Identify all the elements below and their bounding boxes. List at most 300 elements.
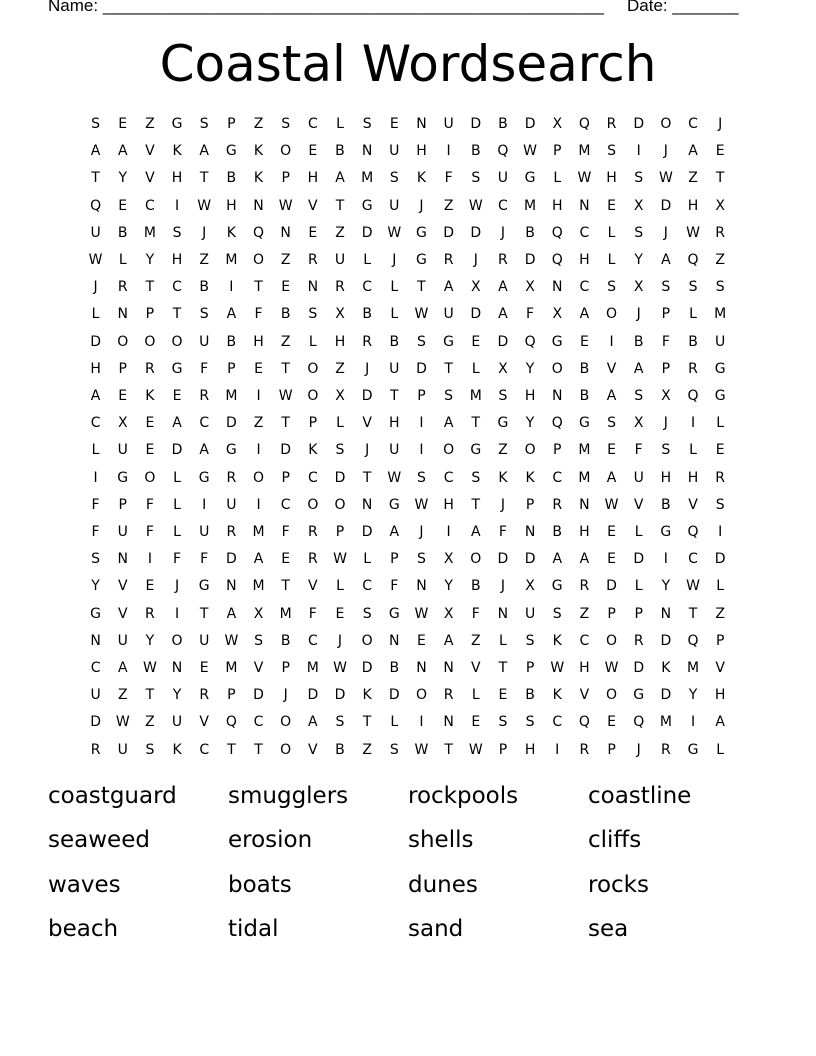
grid-cell[interactable]: P	[281, 170, 290, 187]
grid-cell[interactable]: I	[174, 197, 180, 214]
grid-cell[interactable]: G	[687, 741, 699, 758]
grid-cell[interactable]: H	[714, 687, 726, 704]
grid-cell[interactable]: S	[389, 170, 399, 187]
grid-cell[interactable]: S	[389, 741, 399, 758]
grid-cell[interactable]: E	[607, 551, 616, 568]
grid-cell[interactable]: N	[90, 632, 101, 649]
grid-cell[interactable]: G	[660, 524, 672, 541]
grid-cell[interactable]: H	[171, 252, 183, 269]
grid-cell[interactable]: E	[199, 660, 209, 677]
grid-cell[interactable]: T	[444, 360, 453, 377]
grid-cell[interactable]: R	[715, 469, 726, 486]
grid-cell[interactable]: O	[307, 360, 319, 377]
grid-cell[interactable]: F	[91, 524, 100, 541]
grid-cell[interactable]: Q	[524, 333, 536, 350]
grid-cell[interactable]: D	[307, 687, 319, 704]
grid-cell[interactable]: I	[555, 741, 560, 758]
grid-cell[interactable]: L	[716, 415, 725, 432]
grid-cell[interactable]: T	[390, 388, 399, 405]
grid-cell[interactable]: C	[90, 660, 101, 677]
grid-cell[interactable]: W	[414, 605, 429, 622]
grid-cell[interactable]: U	[226, 496, 237, 513]
grid-cell[interactable]: Y	[145, 252, 155, 269]
grid-cell[interactable]: C	[199, 415, 210, 432]
grid-cell[interactable]: R	[145, 605, 155, 622]
grid-cell[interactable]: E	[471, 333, 481, 350]
grid-cell[interactable]: K	[172, 741, 182, 758]
grid-cell[interactable]: B	[335, 741, 345, 758]
grid-cell[interactable]: I	[663, 551, 668, 568]
grid-cell[interactable]: S	[281, 116, 291, 132]
grid-cell[interactable]: R	[606, 116, 617, 132]
grid-cell[interactable]: O	[443, 442, 455, 459]
grid-cell[interactable]: Z	[145, 116, 155, 132]
grid-cell[interactable]: B	[633, 333, 644, 350]
grid-cell[interactable]: H	[524, 388, 536, 405]
grid-cell[interactable]: D	[171, 442, 183, 459]
grid-cell[interactable]: K	[552, 632, 562, 649]
grid-cell[interactable]: O	[307, 496, 319, 513]
grid-cell[interactable]: C	[579, 632, 590, 649]
grid-cell[interactable]: D	[334, 469, 346, 486]
grid-cell[interactable]: A	[199, 143, 209, 160]
grid-cell[interactable]: P	[118, 496, 127, 513]
grid-cell[interactable]: C	[280, 496, 291, 513]
grid-cell[interactable]: Q	[551, 224, 563, 241]
grid-cell[interactable]: C	[307, 469, 318, 486]
grid-cell[interactable]: E	[715, 143, 725, 160]
grid-cell[interactable]: B	[117, 224, 128, 241]
grid-cell[interactable]: Q	[578, 116, 590, 132]
grid-cell[interactable]: F	[526, 306, 535, 323]
grid-cell[interactable]: H	[171, 170, 183, 187]
grid-cell[interactable]: E	[607, 442, 616, 459]
grid-cell[interactable]: Z	[253, 415, 264, 432]
grid-cell[interactable]: C	[552, 714, 563, 731]
grid-cell[interactable]: L	[390, 306, 399, 323]
grid-cell[interactable]: C	[688, 551, 698, 568]
grid-cell[interactable]: C	[145, 197, 155, 214]
grid-cell[interactable]: L	[390, 714, 399, 731]
grid-cell[interactable]: A	[90, 388, 101, 405]
grid-cell[interactable]: S	[308, 306, 318, 323]
grid-cell[interactable]: W	[686, 578, 700, 595]
grid-cell[interactable]: T	[199, 605, 209, 622]
grid-cell[interactable]: S	[607, 279, 616, 296]
grid-cell[interactable]: J	[636, 741, 641, 758]
grid-cell[interactable]: E	[607, 524, 616, 541]
grid-cell[interactable]: Q	[578, 714, 590, 731]
grid-cell[interactable]: D	[361, 524, 373, 541]
grid-cell[interactable]: W	[333, 551, 347, 568]
grid-cell[interactable]: A	[498, 279, 508, 296]
grid-cell[interactable]: F	[200, 360, 209, 377]
grid-cell[interactable]: R	[715, 224, 726, 241]
grid-cell[interactable]: N	[117, 551, 128, 568]
grid-cell[interactable]: E	[281, 551, 291, 568]
grid-cell[interactable]: G	[388, 605, 400, 622]
grid-cell[interactable]: T	[335, 197, 345, 214]
grid-cell[interactable]: U	[171, 714, 183, 731]
grid-cell[interactable]: M	[524, 197, 537, 214]
grid-cell[interactable]: A	[226, 306, 237, 323]
grid-cell[interactable]: W	[523, 143, 537, 160]
grid-cell[interactable]: T	[281, 578, 290, 595]
grid-cell[interactable]: C	[498, 197, 508, 214]
grid-cell[interactable]: C	[362, 279, 373, 296]
grid-cell[interactable]: X	[661, 388, 671, 405]
grid-cell[interactable]: B	[579, 360, 590, 377]
grid-cell[interactable]: X	[498, 360, 508, 377]
grid-cell[interactable]: K	[416, 170, 427, 187]
grid-cell[interactable]: G	[198, 578, 210, 595]
grid-cell[interactable]: K	[308, 442, 318, 459]
grid-cell[interactable]: R	[443, 687, 454, 704]
grid-cell[interactable]: E	[145, 415, 155, 432]
grid-cell[interactable]: C	[688, 116, 698, 132]
grid-cell[interactable]: Y	[525, 415, 535, 432]
grid-cell[interactable]: N	[416, 660, 427, 677]
grid-cell[interactable]: A	[661, 252, 671, 269]
grid-cell[interactable]: M	[578, 442, 591, 459]
grid-cell[interactable]: L	[607, 252, 616, 269]
grid-cell[interactable]: W	[278, 197, 293, 214]
grid-cell[interactable]: B	[226, 333, 237, 350]
grid-cell[interactable]: A	[335, 170, 345, 187]
grid-cell[interactable]: K	[145, 388, 155, 405]
grid-cell[interactable]: F	[281, 524, 290, 541]
grid-cell[interactable]: T	[254, 279, 263, 296]
grid-cell[interactable]: P	[281, 469, 290, 486]
grid-cell[interactable]: X	[715, 197, 725, 214]
grid-cell[interactable]: V	[688, 496, 698, 513]
grid-cell[interactable]: V	[308, 741, 318, 758]
grid-cell[interactable]: I	[93, 469, 98, 486]
grid-cell[interactable]: N	[579, 197, 590, 214]
grid-cell[interactable]: D	[388, 687, 400, 704]
grid-cell[interactable]: L	[716, 741, 725, 758]
grid-cell[interactable]: D	[524, 116, 536, 132]
grid-cell[interactable]: D	[524, 252, 536, 269]
grid-cell[interactable]: U	[199, 524, 210, 541]
grid-cell[interactable]: H	[307, 170, 319, 187]
grid-cell[interactable]: E	[471, 714, 481, 731]
grid-cell[interactable]: D	[90, 333, 101, 350]
grid-cell[interactable]: L	[607, 224, 616, 241]
grid-cell[interactable]: O	[415, 687, 427, 704]
grid-cell[interactable]: H	[551, 197, 563, 214]
grid-cell[interactable]: Q	[253, 224, 265, 241]
grid-cell[interactable]: T	[498, 660, 508, 677]
grid-cell[interactable]: A	[579, 551, 590, 568]
grid-cell[interactable]: S	[715, 279, 725, 296]
grid-cell[interactable]: B	[552, 524, 563, 541]
grid-cell[interactable]: R	[199, 687, 210, 704]
grid-cell[interactable]: R	[362, 333, 372, 350]
grid-cell[interactable]: D	[470, 224, 482, 241]
grid-cell[interactable]: R	[335, 279, 345, 296]
grid-cell[interactable]: Z	[715, 252, 725, 269]
grid-cell[interactable]: O	[171, 632, 183, 649]
grid-cell[interactable]: U	[199, 632, 210, 649]
grid-cell[interactable]: Q	[687, 632, 699, 649]
grid-cell[interactable]: Z	[688, 170, 698, 187]
grid-cell[interactable]: W	[387, 224, 402, 241]
grid-cell[interactable]: H	[660, 469, 672, 486]
grid-cell[interactable]: A	[253, 551, 264, 568]
grid-cell[interactable]: J	[337, 632, 343, 649]
grid-cell[interactable]: L	[634, 524, 643, 541]
grid-cell[interactable]: G	[497, 415, 509, 432]
grid-cell[interactable]: R	[117, 279, 128, 296]
grid-cell[interactable]: B	[199, 279, 209, 296]
grid-cell[interactable]: R	[660, 741, 671, 758]
grid-cell[interactable]: W	[658, 170, 673, 187]
grid-cell[interactable]: S	[471, 170, 481, 187]
grid-cell[interactable]: A	[199, 442, 209, 459]
grid-cell[interactable]: O	[470, 551, 482, 568]
grid-cell[interactable]: L	[553, 170, 562, 187]
grid-cell[interactable]: H	[687, 197, 699, 214]
grid-cell[interactable]: X	[335, 388, 345, 405]
grid-cell[interactable]: B	[470, 578, 481, 595]
grid-cell[interactable]: H	[524, 741, 536, 758]
grid-cell[interactable]: G	[388, 496, 400, 513]
grid-cell[interactable]: S	[444, 388, 454, 405]
grid-cell[interactable]: S	[199, 116, 209, 132]
grid-cell[interactable]: Z	[715, 605, 725, 622]
grid-cell[interactable]: I	[256, 442, 261, 459]
grid-cell[interactable]: I	[419, 714, 424, 731]
grid-cell[interactable]: L	[336, 415, 344, 432]
grid-cell[interactable]: L	[390, 279, 399, 296]
grid-cell[interactable]: K	[552, 687, 562, 704]
grid-cell[interactable]: G	[198, 469, 210, 486]
grid-cell[interactable]: N	[280, 224, 291, 241]
grid-cell[interactable]: F	[634, 442, 643, 459]
grid-cell[interactable]: L	[689, 442, 697, 459]
grid-cell[interactable]: X	[525, 578, 535, 595]
grid-cell[interactable]: A	[715, 714, 725, 731]
grid-cell[interactable]: L	[173, 496, 181, 513]
grid-cell[interactable]: D	[361, 660, 373, 677]
grid-cell[interactable]: W	[88, 252, 103, 269]
grid-cell[interactable]: Y	[91, 578, 100, 595]
grid-cell[interactable]: W	[414, 306, 429, 323]
grid-cell[interactable]: A	[606, 469, 617, 486]
grid-cell[interactable]: U	[334, 252, 346, 269]
grid-cell[interactable]: S	[525, 632, 535, 649]
grid-cell[interactable]: S	[145, 741, 155, 758]
grid-cell[interactable]: F	[91, 496, 100, 513]
grid-cell[interactable]: K	[253, 170, 264, 187]
grid-cell[interactable]: Y	[525, 360, 535, 377]
grid-cell[interactable]: E	[607, 714, 616, 731]
grid-cell[interactable]: X	[253, 605, 264, 622]
grid-cell[interactable]: D	[660, 197, 672, 214]
grid-cell[interactable]: U	[389, 442, 400, 459]
grid-cell[interactable]: M	[659, 714, 672, 731]
grid-cell[interactable]: C	[90, 415, 101, 432]
grid-cell[interactable]: H	[334, 333, 346, 350]
grid-cell[interactable]: S	[498, 388, 508, 405]
grid-cell[interactable]: S	[362, 605, 372, 622]
grid-cell[interactable]: G	[578, 415, 590, 432]
grid-cell[interactable]: W	[142, 660, 157, 677]
grid-cell[interactable]: D	[225, 551, 237, 568]
grid-cell[interactable]: U	[389, 143, 400, 160]
grid-cell[interactable]: N	[307, 279, 319, 296]
grid-cell[interactable]: R	[307, 551, 318, 568]
grid-cell[interactable]: I	[256, 388, 261, 405]
grid-cell[interactable]: U	[715, 333, 726, 350]
grid-cell[interactable]: T	[145, 279, 155, 296]
grid-cell[interactable]: Y	[661, 578, 671, 595]
grid-cell[interactable]: B	[661, 496, 671, 513]
grid-cell[interactable]: A	[552, 551, 563, 568]
grid-cell[interactable]: I	[256, 496, 261, 513]
grid-cell[interactable]: O	[280, 741, 292, 758]
grid-cell[interactable]: P	[715, 632, 725, 649]
grid-cell[interactable]: N	[551, 279, 563, 296]
grid-cell[interactable]: S	[91, 551, 101, 568]
grid-cell[interactable]: O	[280, 143, 292, 160]
grid-cell[interactable]: O	[606, 306, 618, 323]
grid-cell[interactable]: D	[361, 224, 373, 241]
grid-cell[interactable]: X	[335, 306, 345, 323]
grid-cell[interactable]: U	[633, 469, 644, 486]
grid-cell[interactable]: J	[663, 415, 668, 432]
grid-cell[interactable]: X	[525, 279, 535, 296]
grid-cell[interactable]: F	[173, 551, 182, 568]
grid-cell[interactable]: X	[470, 279, 481, 296]
grid-cell[interactable]: K	[226, 224, 236, 241]
grid-cell[interactable]: E	[308, 143, 318, 160]
grid-cell[interactable]: J	[636, 306, 641, 323]
grid-cell[interactable]: C	[307, 116, 318, 132]
grid-cell[interactable]: P	[661, 306, 671, 323]
grid-cell[interactable]: O	[253, 252, 265, 269]
grid-cell[interactable]: D	[334, 687, 346, 704]
grid-cell[interactable]: B	[389, 660, 400, 677]
grid-cell[interactable]: H	[389, 415, 400, 432]
grid-cell[interactable]: B	[226, 170, 237, 187]
grid-cell[interactable]: S	[525, 714, 535, 731]
grid-cell[interactable]: X	[117, 415, 128, 432]
grid-cell[interactable]: G	[117, 469, 129, 486]
grid-cell[interactable]: I	[229, 279, 234, 296]
grid-cell[interactable]: S	[417, 551, 426, 568]
grid-cell[interactable]: N	[579, 496, 590, 513]
grid-cell[interactable]: N	[551, 388, 563, 405]
grid-cell[interactable]: O	[307, 388, 319, 405]
grid-cell[interactable]: D	[633, 116, 645, 132]
grid-cell[interactable]: U	[389, 360, 400, 377]
grid-cell[interactable]: Z	[199, 252, 209, 269]
grid-cell[interactable]: G	[90, 605, 101, 622]
grid-cell[interactable]: X	[552, 116, 563, 132]
grid-cell[interactable]: T	[254, 741, 263, 758]
grid-cell[interactable]: W	[468, 741, 483, 758]
grid-cell[interactable]: L	[173, 524, 181, 541]
grid-cell[interactable]: Z	[253, 116, 264, 132]
grid-cell[interactable]: J	[93, 279, 98, 296]
grid-cell[interactable]: A	[443, 632, 454, 649]
grid-cell[interactable]: U	[117, 442, 128, 459]
grid-cell[interactable]: S	[471, 469, 481, 486]
grid-cell[interactable]: N	[416, 578, 427, 595]
grid-cell[interactable]: A	[172, 415, 182, 432]
grid-cell[interactable]: M	[225, 388, 238, 405]
grid-cell[interactable]: J	[473, 252, 478, 269]
grid-cell[interactable]: V	[253, 660, 264, 677]
grid-cell[interactable]: C	[362, 578, 373, 595]
grid-cell[interactable]: S	[335, 714, 345, 731]
grid-cell[interactable]: K	[661, 660, 671, 677]
grid-cell[interactable]: S	[199, 306, 209, 323]
grid-cell[interactable]: U	[524, 605, 536, 622]
grid-cell[interactable]: Z	[470, 632, 481, 649]
grid-cell[interactable]: D	[524, 551, 536, 568]
grid-cell[interactable]: U	[497, 170, 509, 187]
grid-cell[interactable]: Q	[633, 714, 645, 731]
grid-cell[interactable]: P	[553, 143, 562, 160]
grid-cell[interactable]: S	[634, 388, 644, 405]
grid-cell[interactable]: F	[145, 524, 154, 541]
grid-cell[interactable]: H	[687, 469, 699, 486]
grid-cell[interactable]: R	[552, 496, 563, 513]
grid-cell[interactable]: D	[443, 224, 454, 241]
grid-cell[interactable]: W	[550, 660, 565, 677]
grid-cell[interactable]: N	[660, 605, 672, 622]
grid-cell[interactable]: T	[281, 415, 290, 432]
grid-cell[interactable]: N	[416, 116, 427, 132]
grid-cell[interactable]: Z	[579, 605, 590, 622]
grid-cell[interactable]: W	[686, 224, 700, 241]
grid-cell[interactable]: L	[471, 687, 480, 704]
date-field[interactable]	[627, 0, 739, 16]
grid-cell[interactable]: G	[551, 578, 563, 595]
grid-cell[interactable]: L	[118, 252, 127, 269]
grid-cell[interactable]: X	[633, 415, 644, 432]
grid-cell[interactable]: B	[335, 143, 345, 160]
grid-cell[interactable]: S	[634, 224, 644, 241]
grid-cell[interactable]: I	[419, 415, 424, 432]
grid-cell[interactable]: I	[718, 524, 723, 541]
grid-cell[interactable]: T	[362, 469, 372, 486]
grid-cell[interactable]: J	[500, 496, 505, 513]
grid-cell[interactable]: E	[172, 388, 182, 405]
grid-cell[interactable]: Q	[497, 143, 509, 160]
grid-cell[interactable]: A	[443, 415, 454, 432]
grid-cell[interactable]: H	[226, 197, 237, 214]
grid-cell[interactable]: D	[225, 415, 237, 432]
grid-cell[interactable]: U	[117, 741, 128, 758]
grid-cell[interactable]: S	[634, 170, 644, 187]
grid-cell[interactable]: I	[690, 415, 696, 432]
grid-cell[interactable]: V	[470, 660, 481, 677]
grid-cell[interactable]: T	[471, 496, 481, 513]
grid-cell[interactable]: L	[91, 442, 100, 459]
grid-cell[interactable]: Q	[551, 415, 563, 432]
grid-cell[interactable]: R	[307, 524, 318, 541]
grid-cell[interactable]: B	[280, 632, 291, 649]
grid-cell[interactable]: S	[661, 442, 671, 459]
grid-cell[interactable]: K	[172, 143, 182, 160]
grid-cell[interactable]: M	[306, 660, 319, 677]
grid-cell[interactable]: V	[579, 687, 590, 704]
grid-cell[interactable]: C	[307, 632, 318, 649]
